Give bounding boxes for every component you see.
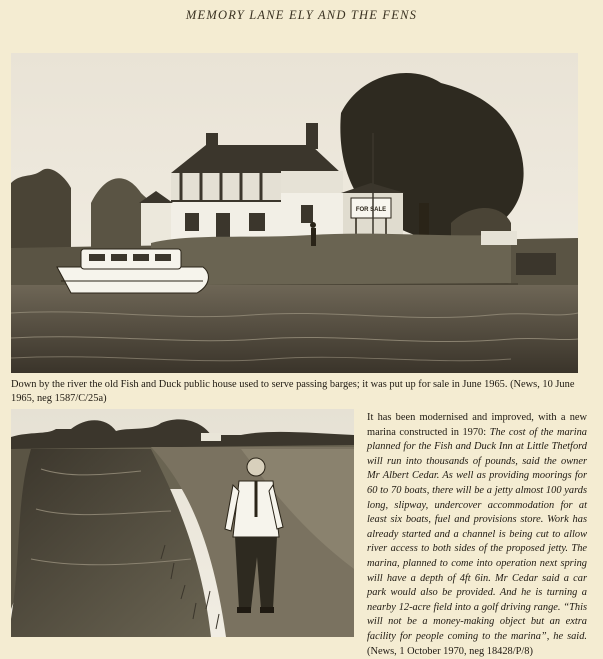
photo-fish-and-duck-inn (11, 53, 578, 373)
for-sale-sign: FOR SALE (355, 207, 387, 213)
photo-fish-and-duck-inn-illustration (11, 53, 578, 373)
article-text (367, 411, 587, 659)
running-header: MEMORY LANE ELY AND THE FENS (185, 8, 418, 22)
photo-mr-cedar-by-channel (11, 409, 354, 637)
top-photo-caption-text: Down by the river the old Fish and Duck public house used to serve passing barges; it was put up for sale in June 1965. (11, 379, 508, 390)
article-lead: It has been modernised and improved, with a new marina constructed in 1970: (367, 412, 587, 438)
top-photo-caption-reference: (News, 10 June 1965, neg 1587/C/25a) (11, 379, 575, 404)
photo-mr-cedar-illustration (11, 409, 354, 637)
article-reference: (News, 1 October 1970, neg 18428/P/8) (367, 645, 533, 657)
top-photo-caption (11, 378, 586, 406)
article-quote: The cost of the marina planned for the Fish and Duck Inn at Little Thetford will run into thousands of pounds, said the owner Mr Albert Cedar. As well as providing moorings for 60 to 70 boats, there will be a jetty almost 100 yards long, slipway, undercover accommodation for at least six boats, fuel and provisions store. Work has already started and a channel is being cut to allow river access to both sides of the proposed jetty. The marina, planned to come into operation next spring will have a depth of 4ft 6in. Mr Cedar said a car park would also be provided. And he is turning a nearby 12-acre field into a golf driving range. “This will not be a money-making object but an extra facility for people coming to the marina”, he said. (367, 426, 587, 642)
